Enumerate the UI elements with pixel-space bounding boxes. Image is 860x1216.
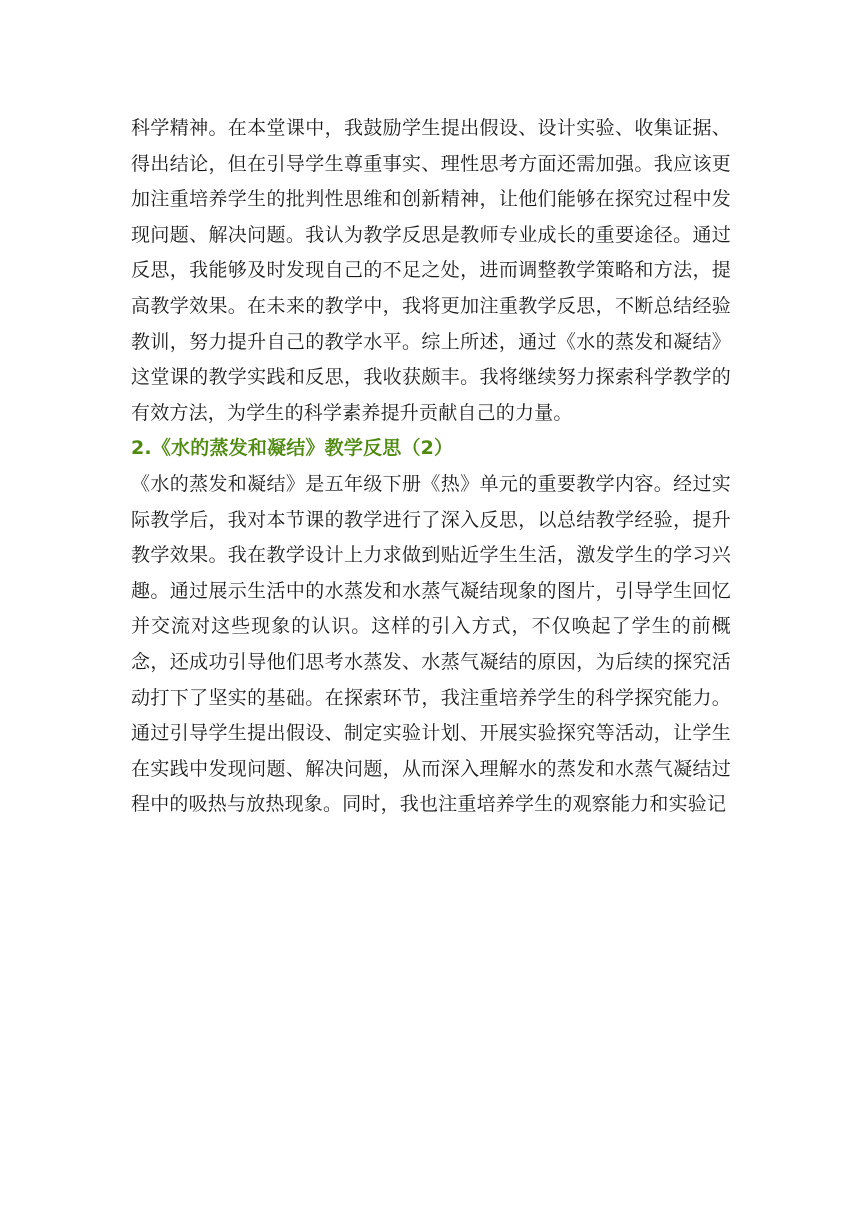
paragraph-2: 《水的蒸发和凝结》是五年级下册《热》单元的重要教学内容。经过实际教学后，我对本节课的教学进行了深入反思，以总结教学经验，提升教学效果。我在教学设计上力求做到贴近学生生活，激发学生的学习兴趣。通过展示生活中的水蒸发和水蒸气凝结现象的图片，引导学生回忆并交流对这些现象的认识。这样的引入方式，不仅唤起了学生的前概念，还成功引导他们思考水蒸发、水蒸气凝结的原因，为后续的探究活动打下了坚实的基础。在探索环节，我注重培养学生的科学探究能力。通过引导学生提出假设、制定实验计划、开展实验探究等活动，让学生在实践中发现问题、解决问题，从而深入理解水的蒸发和水蒸气凝结过程中的吸热与放热现象。同时，我也注重培养学生的观察能力和实验记 (131, 472, 731, 816)
document-body (131, 111, 731, 823)
paragraph-1: 科学精神。在本堂课中，我鼓励学生提出假设、设计实验、收集证据、得出结论，但在引导学生尊重事实、理性思考方面还需加强。我应该更加注重培养学生的批判性思维和创新精神，让他们能够在探究过程中发现问题、解决问题。我认为教学反思是教师专业成长的重要途径。通过反思，我能够及时发现自己的不足之处，进而调整教学策略和方法，提高教学效果。在未来的教学中，我将更加注重教学反思，不断总结经验教训，努力提升自己的教学水平。综上所述，通过《水的蒸发和凝结》这堂课的教学实践和反思，我收获颇丰。我将继续努力探索科学教学的有效方法，为学生的科学素养提升贡献自己的力量。 (131, 117, 731, 424)
section-heading: 2.《水的蒸发和凝结》教学反思（2） (131, 437, 454, 460)
